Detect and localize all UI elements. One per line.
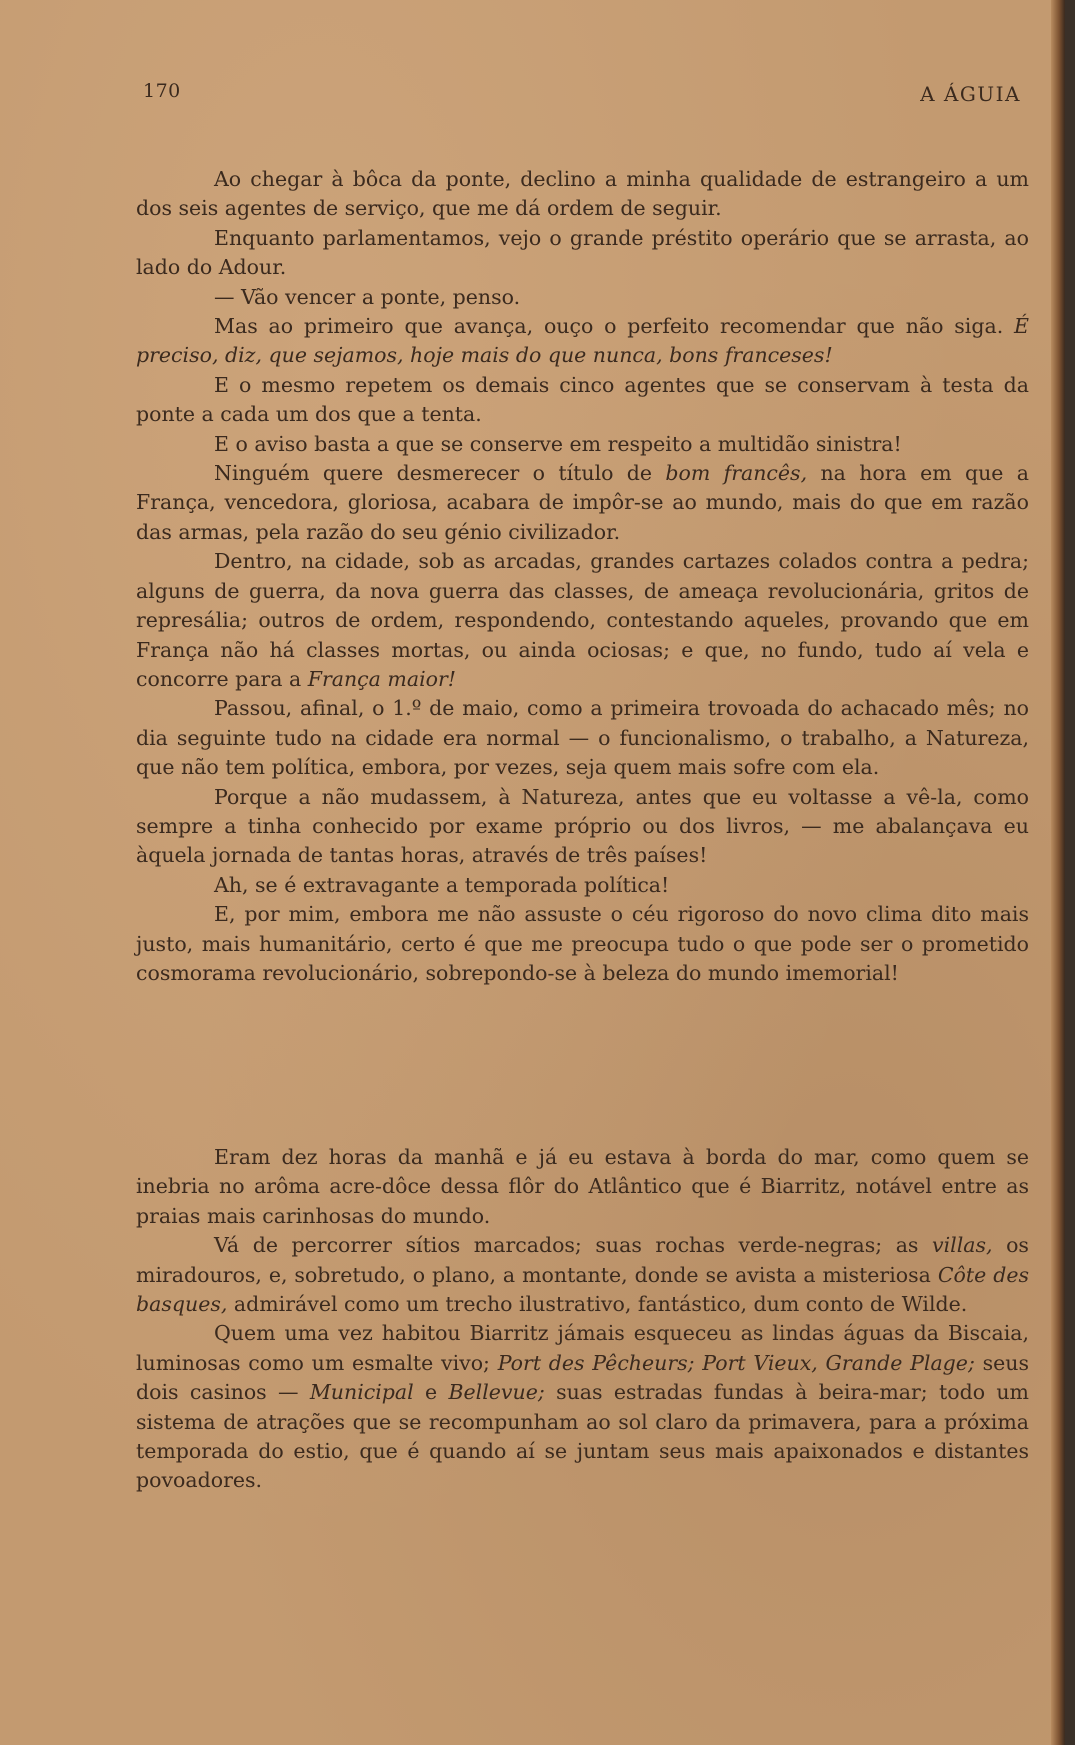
paragraph: — Vão vencer a ponte, penso.	[214, 284, 521, 309]
paragraph: Ah, se é extravagante a temporada política!	[214, 872, 670, 897]
page-number: 170	[143, 80, 181, 102]
paragraph: Enquanto parlamentamos, vejo o grande préstito operário que se arrasta, ao lado do Adour.	[136, 225, 1029, 280]
running-head: A ÁGUIA	[920, 82, 1021, 106]
page-edge	[1051, 0, 1065, 1745]
paragraph: Eram dez horas da manhã e já eu estava à borda do mar, como quem se inebria no arôma acre-dôce dessa flôr do Atlântico que é Biarritz, notável entre as praias mais carinhosas do mundo.	[136, 1145, 1029, 1228]
italic-quote: É preciso, diz, que sejamos, hoje mais do que nunca, bons franceses!	[136, 314, 1029, 368]
paragraph: Vá de percorrer sítios marcados; suas rochas verde-negras; as villas, os miradouros, e, sobretudo, o plano, a montante, donde se avista a misteriosa Côte des basques, admirável como um trecho ilustrativo, fantástico, dum conto de Wilde.	[136, 1233, 1029, 1317]
text-block-2	[136, 1143, 1029, 1496]
paragraph: Porque a não mudassem, à Natureza, antes que eu voltasse a vê-la, como sempre a tinha conhecido por exame próprio ou dos livros, — me abalançava eu àquela jornada de tantas horas, através de três países!	[136, 784, 1029, 868]
paragraph: Passou, afinal, o 1.º de maio, como a primeira trovoada do achacado mês; no dia seguinte tudo na cidade era normal — o funcionalismo, o trabalho, a Natureza, que não tem política, embora, por vezes, seja quem mais sofre com ela.	[136, 696, 1029, 780]
paragraph: Ao chegar à bôca da ponte, declino a minha qualidade de estrangeiro a um dos seis agentes de serviço, que me dá ordem de seguir.	[136, 167, 1029, 221]
paragraph: E o aviso basta a que se conserve em respeito a multidão sinistra!	[214, 431, 902, 456]
paragraph: Dentro, na cidade, sob as arcadas, grandes cartazes colados contra a pedra; alguns de guerra, da nova guerra das classes, de ameaça revolucionária, gritos de represália; outros de ordem, respondendo, contestando aqueles, provando que em França não há classes mortas, ou ainda ociosas; e que, no fundo, tudo aí vela e concorre para a França maior!	[136, 549, 1029, 691]
paragraph: E, por mim, embora me não assuste o céu rigoroso do novo clima dito mais justo, mais humanitário, certo é que me preocupa tudo o que pode ser o prometido cosmorama revolucionário, sobrepondo-se à beleza do mundo imemorial!	[136, 902, 1029, 985]
paragraph: Quem uma vez habitou Biarritz jámais esqueceu as lindas águas da Biscaia, luminosas como um esmalte vivo; Port des Pêcheurs; Port Vieux, Grande Plage; seus dois casinos — Municipal e Bellevue; suas estradas fundas à beira-mar; todo um sistema de atrações que se recompunham ao sol claro da primavera, para a próxima temporada do estio, que é quando aí se juntam seus mais apaixonados e distantes povoadores.	[136, 1321, 1029, 1493]
paragraph: Mas ao primeiro que avança, ouço o perfeito recomendar que não siga. É preciso, diz, que sejamos, hoje mais do que nunca, bons franceses!	[136, 314, 1029, 368]
paragraph: Ninguém quere desmerecer o título de bom francês, na hora em que a França, vencedora, gloriosa, acabara de impôr-se ao mundo, mais do que em razão das armas, pela razão do seu génio civilizador.	[136, 461, 1029, 544]
paragraph: E o mesmo repetem os demais cinco agentes que se conservam à testa da ponte a cada um dos que a tenta.	[136, 372, 1029, 427]
text-block-1	[136, 165, 1029, 988]
